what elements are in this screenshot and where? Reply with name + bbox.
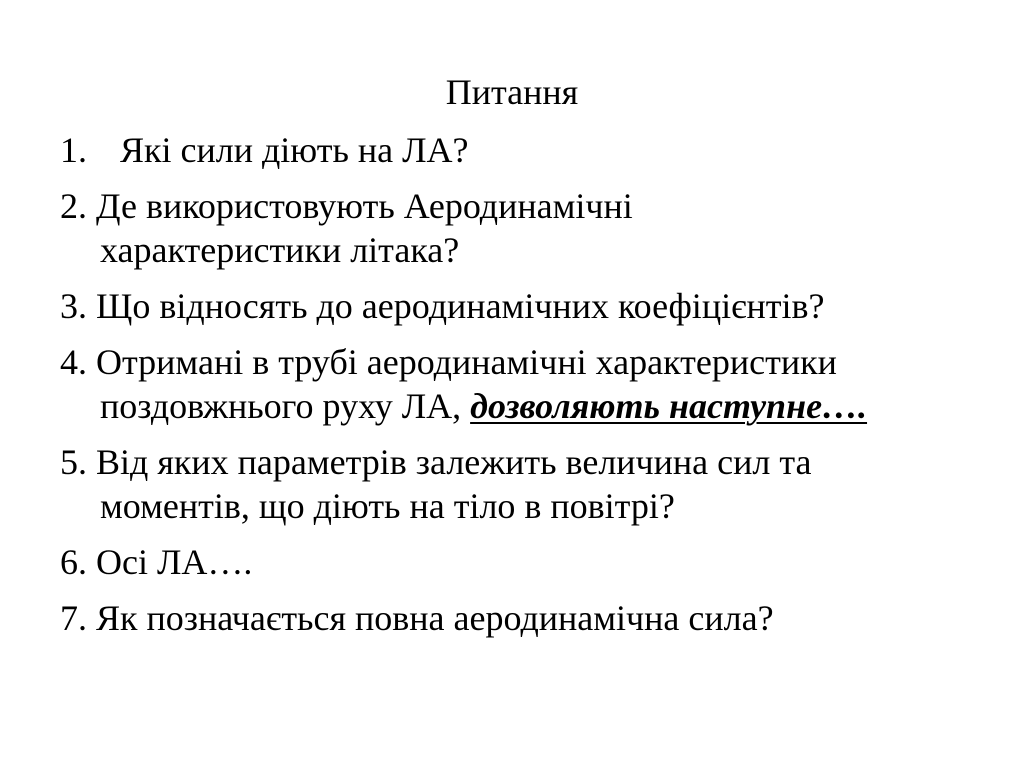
question-item-4	[60, 340, 1000, 428]
question-6-line	[60, 540, 1000, 584]
emphasized-text: дозволяють наступне….	[470, 386, 868, 426]
question-item-5	[60, 440, 1000, 528]
question-item-6	[60, 540, 1000, 584]
question-item-2	[60, 184, 1000, 272]
question-item-7	[60, 596, 1000, 640]
question-number: 1.	[60, 130, 87, 170]
question-5-line-1	[60, 440, 1000, 484]
question-1-line	[60, 128, 1000, 172]
question-number: 4.	[60, 342, 87, 382]
question-4-line-2	[60, 384, 1000, 428]
slide-title: Питання	[445, 72, 579, 112]
question-number: 2.	[60, 186, 87, 226]
question-number: 7.	[60, 598, 87, 638]
question-text: Як позначається повна аеродинамічна сила?	[96, 598, 774, 638]
question-item-3	[60, 284, 1000, 328]
question-text: Осі ЛА….	[96, 542, 253, 582]
question-item-1	[60, 128, 1000, 172]
question-7-line	[60, 596, 1000, 640]
question-number: 3.	[60, 286, 87, 326]
question-text: Які сили діють на ЛА?	[120, 130, 469, 170]
question-text: Де використовують Аеродинамічні	[96, 186, 633, 226]
question-number: 5.	[60, 442, 87, 482]
question-text: Від яких параметрів залежить величина сил та	[96, 442, 812, 482]
question-text: поздовжнього руху ЛА,	[100, 386, 462, 426]
question-number: 6.	[60, 542, 87, 582]
question-3-line	[60, 284, 1000, 328]
question-text: Отримані в трубі аеродинамічні характеристики	[96, 342, 837, 382]
question-2-line-1	[60, 184, 1000, 228]
question-list	[60, 128, 1000, 652]
question-5-line-2: моментів, що діють на тіло в повітрі?	[100, 486, 675, 526]
question-2-line-2: характеристики літака?	[100, 230, 460, 270]
question-4-line-1	[60, 340, 1000, 384]
question-text: Що відносять до аеродинамічних коефіцієнтів?	[96, 286, 825, 326]
